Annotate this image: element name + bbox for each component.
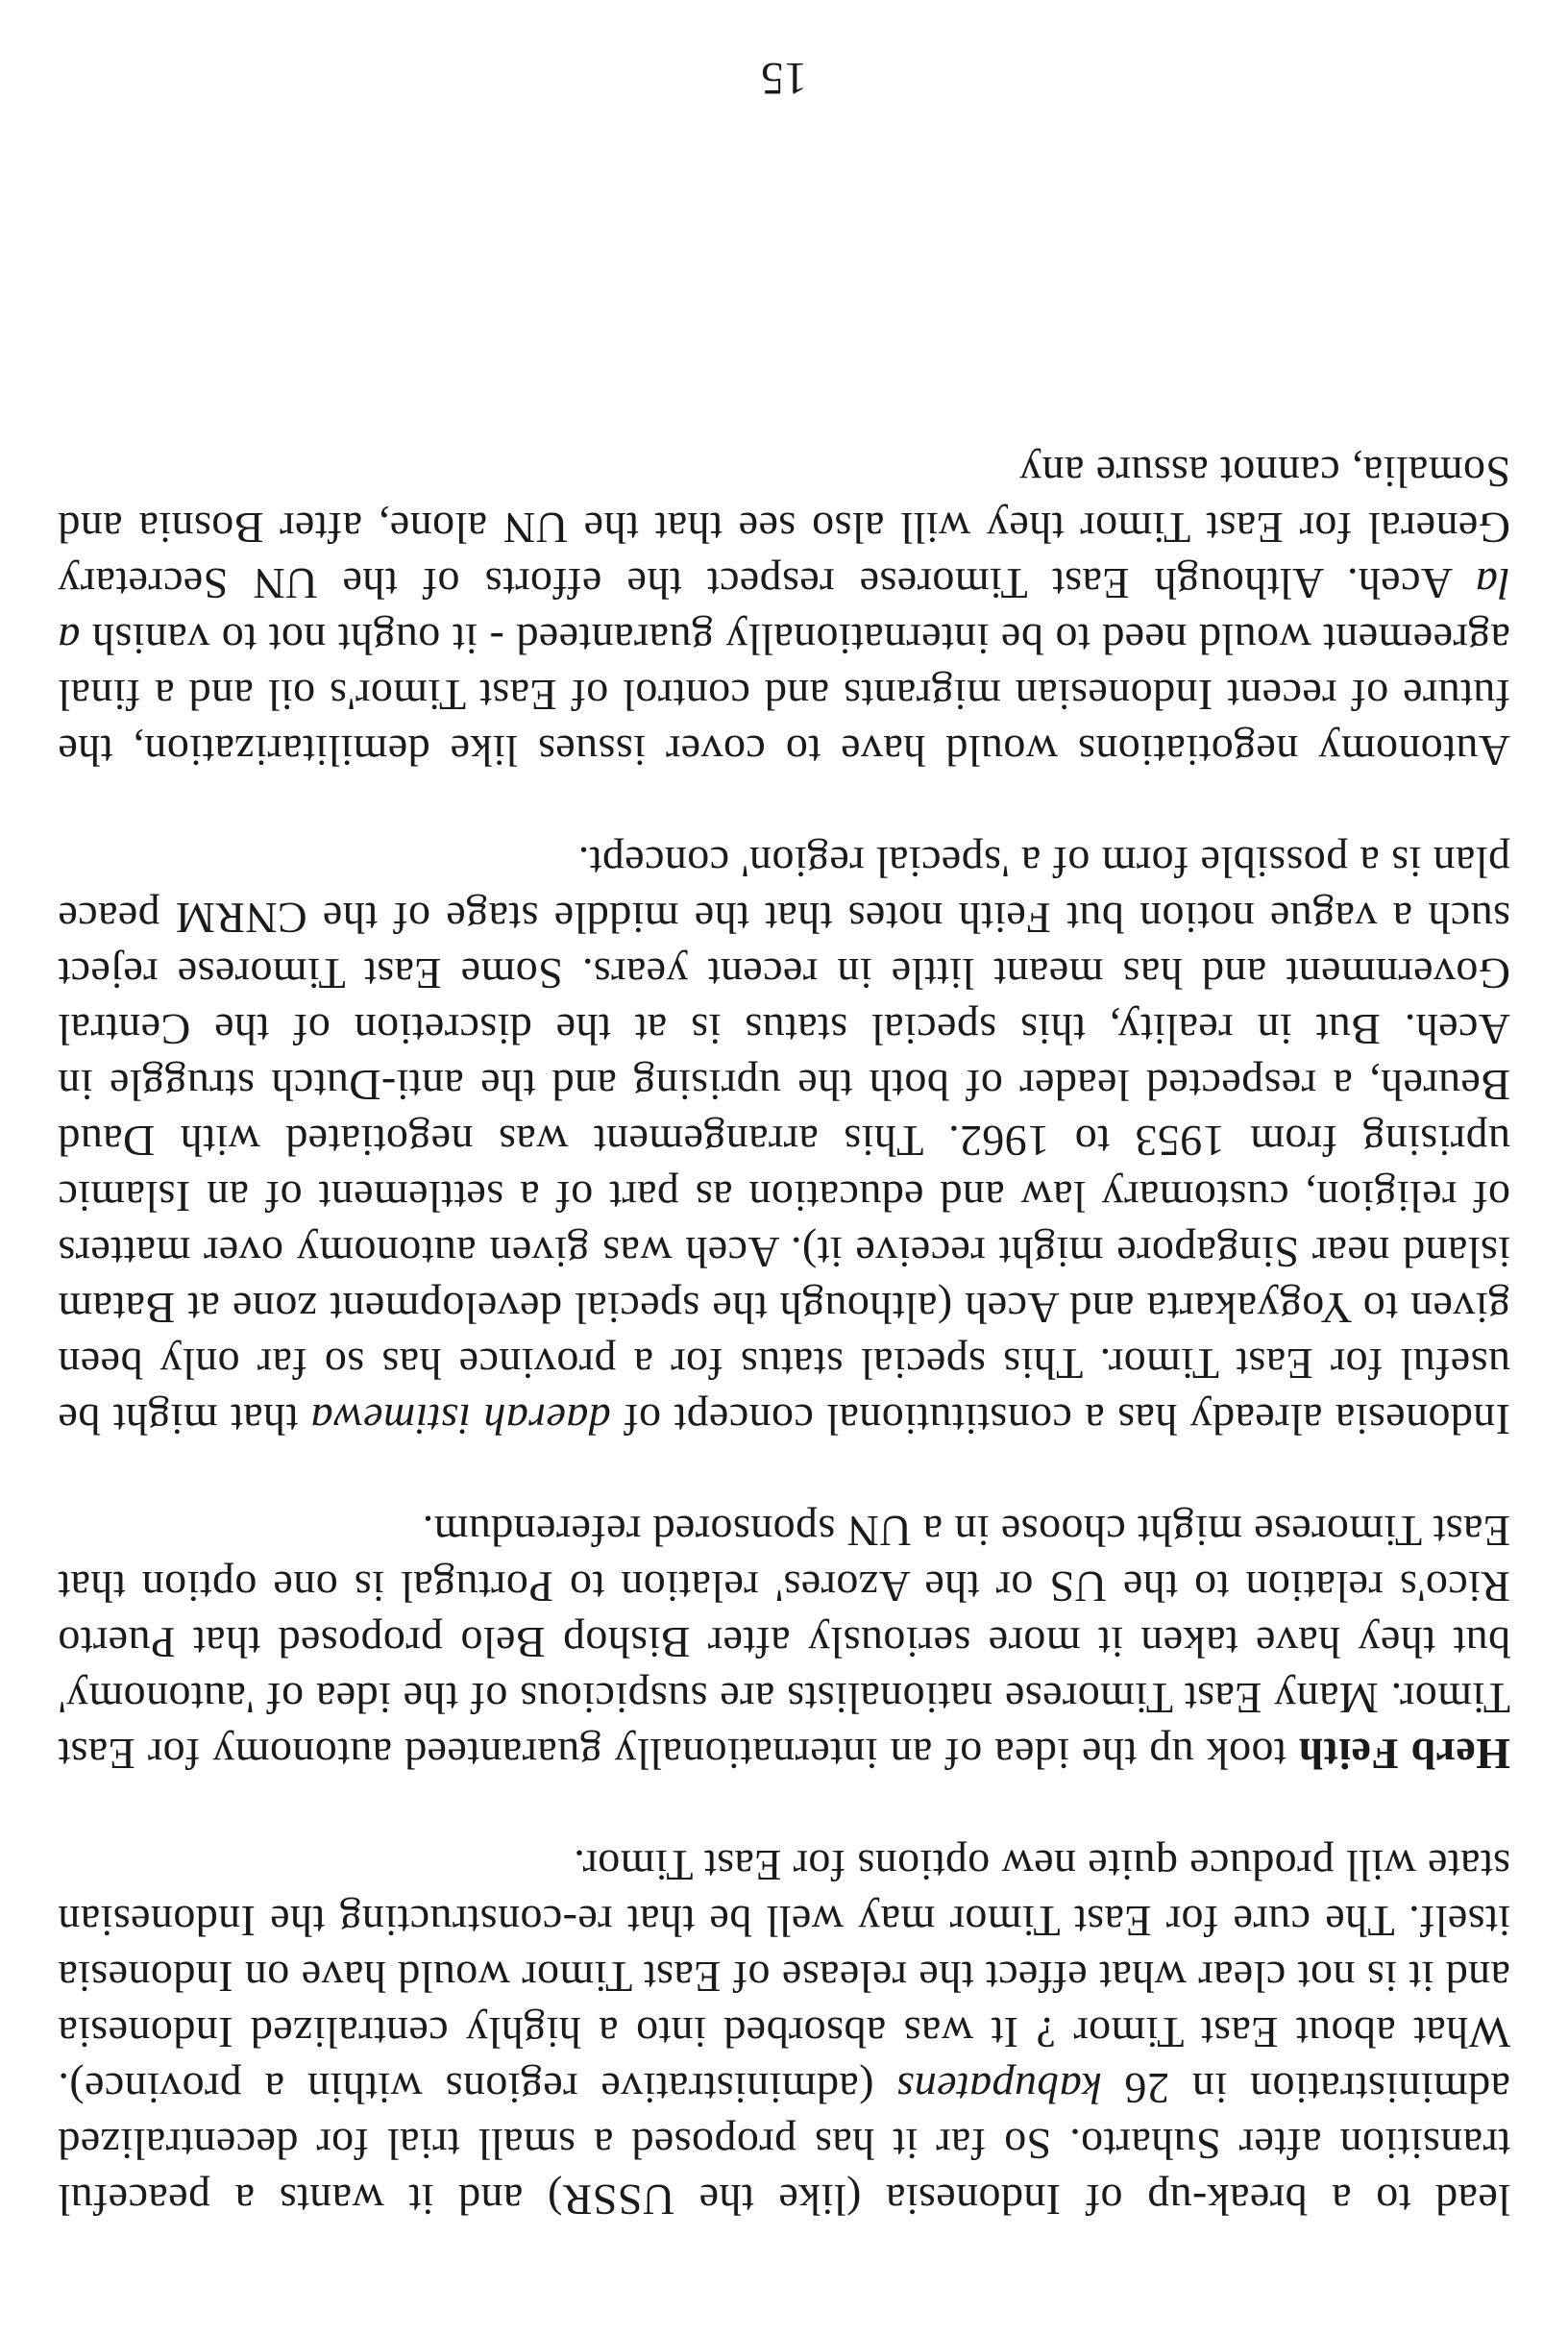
paragraph-4-text: Autonomy negotiations would have to cover issues like demilitarization, the future of recent Indonesian migrants and control of East Timor's oil and a final agreement would need to be internationally guaranteed - it ought not to vanish [58, 615, 1510, 775]
paragraph-1-text-after: (administrative regions within a province). What about East Timor ? It was absorbed into a highly centralized Indonesia and it is not clear what effect the release of East Timor would have on Indonesia itself. The cure for East Timor may well be that re-constructing the Indonesian state will produce quite new options for East Timor. [58, 1841, 1510, 2113]
paragraph-3-text-after: that might be useful for East Timor. This special status for a province has so far only been given to Yogyakarta and Aceh (although the special development zone at Batam island near Singapore might receive it). Aceh was given autonomy over matters of religion, customary law and education as part of a settlement of an Islamic uprising from 1953 to 1962. This arrangement was negotiated with Daud Beureh, a respected leader of both the uprising and the anti-Dutch struggle in Aceh. But in reality, this special status is at the discretion of the Central Government and has meant little in recent years. Some East Timorese reject such a vague notion but Feith notes that the middle stage of the CNRM peace plan is a possible form of a 'special region' concept. [57, 838, 1510, 1444]
paragraph-2-text: took up the idea of an internationally guaranteed autonomy for East Timor. Many East Timorese nationalists are suspicious of the idea of 'autonomy' but they have taken it more seriously after Bishop Belo proposed that Puerto Rico's relation to the US or the Azores' relation to Portugal is one option that East Timorese might choose in a UN sponsored referendum. [58, 1507, 1510, 1779]
paragraph-4 [58, 444, 1510, 778]
paragraph-1-text: lead to a break-up of Indonesia (like the USSR) and it wants a peaceful transition after Suharto. So far it has proposed a small trial for decentralized administration in 26 [58, 2064, 1510, 2224]
paragraph-4-text-after: Aceh. Although East Timorese respect the efforts of the UN Secretary General for East Timor they will also see that the UN alone, after Bosnia and Somalia, cannot assure any [58, 448, 1510, 608]
body-text [58, 388, 1510, 2227]
paragraph-1-italic: kabupatens [896, 2064, 1102, 2113]
paragraph-3 [58, 834, 1510, 1447]
paragraph-3-italic: daerah istimewa [310, 1395, 611, 1444]
paragraph-4-italic: a la [58, 559, 1510, 664]
page-number: 15 [761, 53, 807, 104]
paragraph-3-text: Indonesia already has a constitutional concept of [610, 1395, 1510, 1444]
paragraph-1 [58, 1837, 1510, 2227]
paragraph-2 [58, 1503, 1510, 1782]
paragraph-2-bold-lead: Herb Feith [1298, 1730, 1510, 1779]
